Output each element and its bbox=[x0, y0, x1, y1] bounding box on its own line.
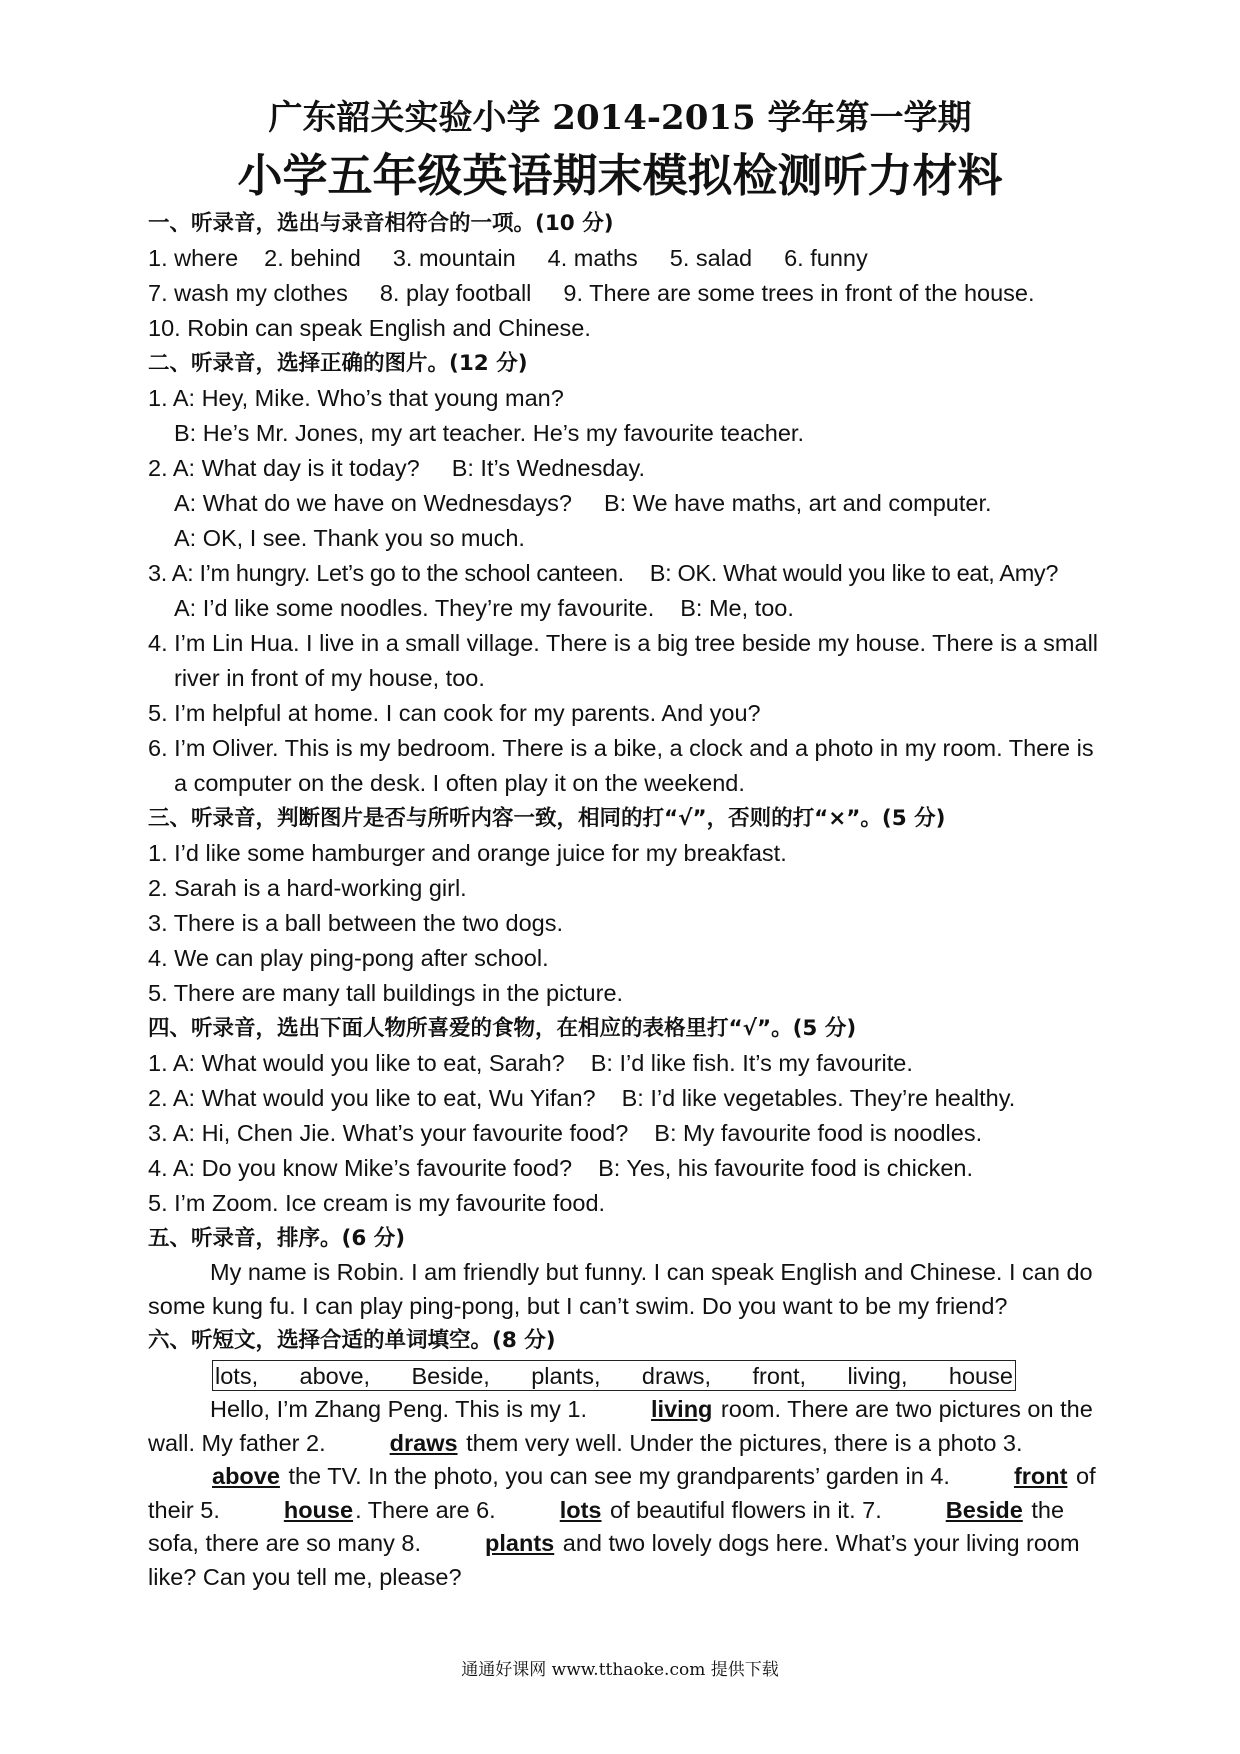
s4-line bbox=[148, 1151, 1100, 1186]
section-1-row-1 bbox=[148, 241, 1100, 276]
s1-item: 5. salad bbox=[669, 245, 753, 271]
s4-line bbox=[148, 1046, 1100, 1081]
word-bank-word: front, bbox=[752, 1363, 807, 1389]
s2-q3-part: A: I’d like some noodles. They’re my favourite. bbox=[174, 595, 655, 621]
s1-item: 6. funny bbox=[784, 245, 868, 271]
s2-q2-part: B: It’s Wednesday. bbox=[451, 455, 646, 481]
passage-text: of beautiful flowers in it. 7. bbox=[603, 1496, 882, 1523]
word-bank-word: plants, bbox=[531, 1363, 601, 1389]
s2-q2-line bbox=[148, 486, 1100, 521]
answer-blank-5: house bbox=[283, 1496, 354, 1523]
s4-part: B: I’d like fish. It’s my favourite. bbox=[590, 1050, 913, 1076]
passage-text: room. There are two pictures on the wall. My father 2. bbox=[148, 1396, 1093, 1456]
word-bank-word: lots, bbox=[215, 1363, 259, 1389]
word-bank-word: living, bbox=[847, 1363, 908, 1389]
answer-blank-4: front bbox=[1013, 1463, 1068, 1489]
section-6-heading: 六、听短文，选择合适的单词填空。(8 分) bbox=[148, 1328, 556, 1353]
s3-item: 3. There is a ball between the two dogs. bbox=[148, 910, 563, 936]
s4-line bbox=[148, 1081, 1100, 1116]
s2-q2-part: 2. A: What day is it today? bbox=[148, 455, 420, 481]
s2-q6-text: 6. I’m Oliver. This is my bedroom. There is a bike, a clock and a photo in my room. There is a computer on the desk. I often play it on the weekend. bbox=[148, 735, 1094, 796]
s1-item: 1. where bbox=[148, 245, 239, 271]
passage-text: . There are 6. bbox=[355, 1496, 496, 1523]
s4-line: 5. I’m Zoom. Ice cream is my favourite food. bbox=[148, 1190, 606, 1216]
s2-q2-line: A: OK, I see. Thank you so much. bbox=[174, 525, 525, 551]
document-subtitle: 小学五年级英语期末模拟检测听力材料 bbox=[237, 149, 1003, 202]
s2-q3-part: B: Me, too. bbox=[680, 595, 794, 621]
passage-text: them very well. Under the pictures, there is a photo 3. bbox=[459, 1429, 1023, 1456]
section-1-row-3 bbox=[148, 311, 1100, 346]
s3-item: 5. There are many tall buildings in the picture. bbox=[148, 980, 624, 1006]
s2-q3-part: B: OK. What would you like to eat, Amy? bbox=[649, 560, 1059, 586]
s5-paragraph: My name is Robin. I am friendly but funny. I can speak English and Chinese. I can do some kung fu. I can play ping-pong, but I can’t swim. Do you want to be my friend? bbox=[148, 1259, 1093, 1319]
s2-q1-line: B: He’s Mr. Jones, my art teacher. He’s my favourite teacher. bbox=[174, 420, 804, 446]
s4-part: 1. A: What would you like to eat, Sarah? bbox=[148, 1050, 565, 1076]
s2-q5-text: 5. I’m helpful at home. I can cook for my parents. And you? bbox=[148, 700, 761, 726]
answer-blank-7: Beside bbox=[945, 1496, 1023, 1523]
section-3-heading: 三、听录音，判断图片是否与所听内容一致，相同的打“√”，否则的打“×”。(5 分) bbox=[148, 806, 946, 831]
s1-item: 3. mountain bbox=[392, 245, 516, 271]
s2-q2-part: A: What do we have on Wednesdays? bbox=[174, 490, 572, 516]
answer-blank-1: living bbox=[651, 1396, 713, 1422]
passage-text: of their 5. bbox=[148, 1463, 1096, 1523]
s2-q3-part: 3. A: I’m hungry. Let’s go to the school canteen. bbox=[148, 560, 624, 586]
passage-text: the sofa, there are so many 8. bbox=[148, 1496, 1065, 1556]
answer-blank-2: draws bbox=[389, 1429, 458, 1456]
s1-item: 9. There are some trees in front of the house. bbox=[563, 280, 1035, 306]
s2-q2-line bbox=[148, 451, 1100, 486]
s2-q3-line bbox=[148, 556, 1100, 591]
s1-item: 10. Robin can speak English and Chinese. bbox=[148, 315, 591, 341]
section-5-heading: 五、听录音，排序。(6 分) bbox=[148, 1226, 406, 1251]
s2-q3-line bbox=[148, 591, 1100, 626]
s2-q1-line: 1. A: Hey, Mike. Who’s that young man? bbox=[148, 385, 564, 411]
s2-q4-text: 4. I’m Lin Hua. I live in a small village. There is a big tree beside my house. There is a small river in front of my house, too. bbox=[148, 630, 1099, 691]
passage-text: and two lovely dogs here. What’s your living room like? Can you tell me, please? bbox=[148, 1530, 1080, 1590]
s6-passage bbox=[148, 1393, 1100, 1594]
document-title: 广东韶关实验小学 2014-2015 学年第一学期 bbox=[268, 98, 972, 138]
s2-q2-part: B: We have maths, art and computer. bbox=[604, 490, 992, 516]
s4-line bbox=[148, 1116, 1100, 1151]
s3-item: 2. Sarah is a hard-working girl. bbox=[148, 875, 467, 901]
section-1-heading: 一、听录音，选出与录音相符合的一项。(10 分) bbox=[148, 211, 614, 236]
s4-part: 4. A: Do you know Mike’s favourite food? bbox=[148, 1155, 573, 1181]
word-bank bbox=[212, 1360, 1016, 1391]
passage-text: Hello, I’m Zhang Peng. This is my 1. bbox=[210, 1396, 588, 1422]
word-bank-word: house bbox=[948, 1363, 1013, 1389]
answer-blank-8: plants bbox=[485, 1530, 555, 1556]
page-footer: 通通好课网 www.tthaoke.com 提供下载 bbox=[461, 1660, 779, 1680]
s4-part: B: Yes, his favourite food is chicken. bbox=[598, 1155, 974, 1181]
word-bank-word: draws, bbox=[641, 1363, 712, 1389]
word-bank-word: above, bbox=[299, 1363, 371, 1389]
s4-part: B: My favourite food is noodles. bbox=[654, 1120, 983, 1146]
s1-item: 8. play football bbox=[379, 280, 532, 306]
s4-part: 2. A: What would you like to eat, Wu Yifan? bbox=[148, 1085, 596, 1111]
s1-item: 2. behind bbox=[264, 245, 361, 271]
section-1-row-2 bbox=[148, 276, 1100, 311]
section-2-heading: 二、听录音，选择正确的图片。(12 分) bbox=[148, 351, 528, 376]
document-body bbox=[148, 206, 1100, 1594]
s3-item: 1. I’d like some hamburger and orange juice for my breakfast. bbox=[148, 840, 787, 866]
s4-part: B: I’d like vegetables. They’re healthy. bbox=[621, 1085, 1016, 1111]
answer-blank-3: above bbox=[212, 1463, 280, 1489]
s4-part: 3. A: Hi, Chen Jie. What’s your favourite food? bbox=[148, 1120, 629, 1146]
passage-text: the TV. In the photo, you can see my grandparents’ garden in 4. bbox=[281, 1463, 950, 1489]
s1-item: 7. wash my clothes bbox=[148, 280, 348, 306]
s3-item: 4. We can play ping-pong after school. bbox=[148, 945, 549, 971]
word-bank-word: Beside, bbox=[411, 1363, 490, 1389]
answer-blank-6: lots bbox=[559, 1496, 602, 1523]
s1-item: 4. maths bbox=[547, 245, 638, 271]
section-4-heading: 四、听录音，选出下面人物所喜爱的食物，在相应的表格里打“√”。(5 分) bbox=[148, 1016, 857, 1041]
